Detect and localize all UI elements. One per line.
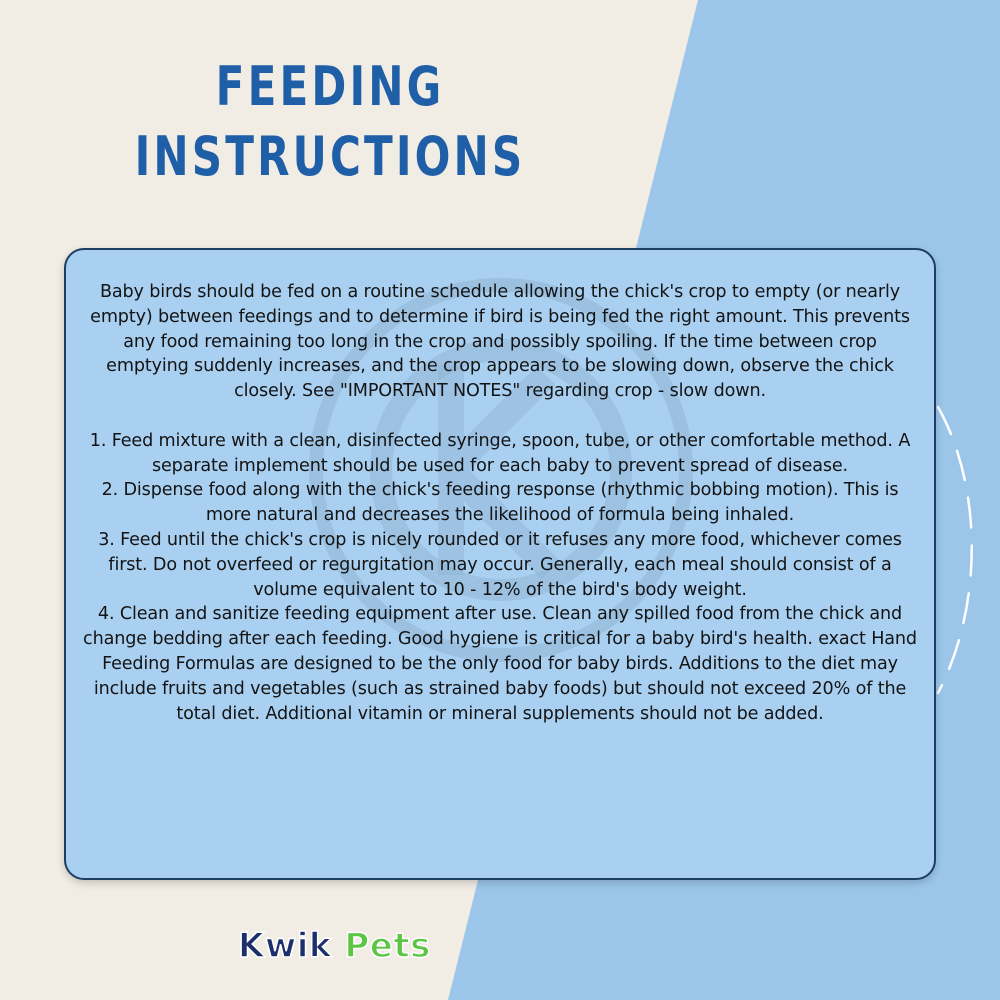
title-line-2: INSTRUCTIONS xyxy=(134,125,526,188)
title-line-1: FEEDING xyxy=(215,55,445,118)
paragraph-spacer xyxy=(80,404,920,429)
step-item-3: 3. Feed until the chick's crop is nicely rounded or it refuses any more food, whichever comes first. Do not overfeed or regurgitation may occur. Generally, each meal should consist of a volume equivalent to 10 - 12% of the bird's body weight. xyxy=(98,529,902,600)
logo-kwik-word: Kwik xyxy=(238,926,333,966)
intro-paragraph: Baby birds should be fed on a routine schedule allowing the chick's crop to empty (or nearly empty) between feedings and to determine if bird is being fed the right amount. This prevents any food remaining too long in the crop and possibly spoiling. If the time between crop emptying suddenly increases, and the crop appears to be slowing down, observe the chick closely. See "IMPORTANT NOTES" regarding crop - slow down. xyxy=(90,282,910,402)
step-item-1: 1. Feed mixture with a clean, disinfected syringe, spoon, tube, or other comfortable method. A separate implement should be used for each baby to prevent spread of disease. xyxy=(89,430,911,476)
logo-pets-word: Pets xyxy=(344,926,431,966)
kwik-pets-logo xyxy=(238,924,431,968)
step-item-2: 2. Dispense food along with the chick's feeding response (rhythmic bobbing motion). This is more natural and decreases the likelihood of formula being inhaled. xyxy=(101,480,899,526)
instructions-body xyxy=(66,250,934,726)
page-title xyxy=(73,52,588,192)
step-item-4: 4. Clean and sanitize feeding equipment after use. Clean any spilled food from the chick and change bedding after each feeding. Good hygiene is critical for a baby bird's health. exact Hand Feeding Formulas are designed to be the only food for baby birds. Additions to the diet may include fruits and vegetables (such as strained baby foods) but should not exceed 20% of the total diet. Additional vitamin or mineral supplements should not be added. xyxy=(83,604,917,724)
instructions-card xyxy=(64,248,936,880)
